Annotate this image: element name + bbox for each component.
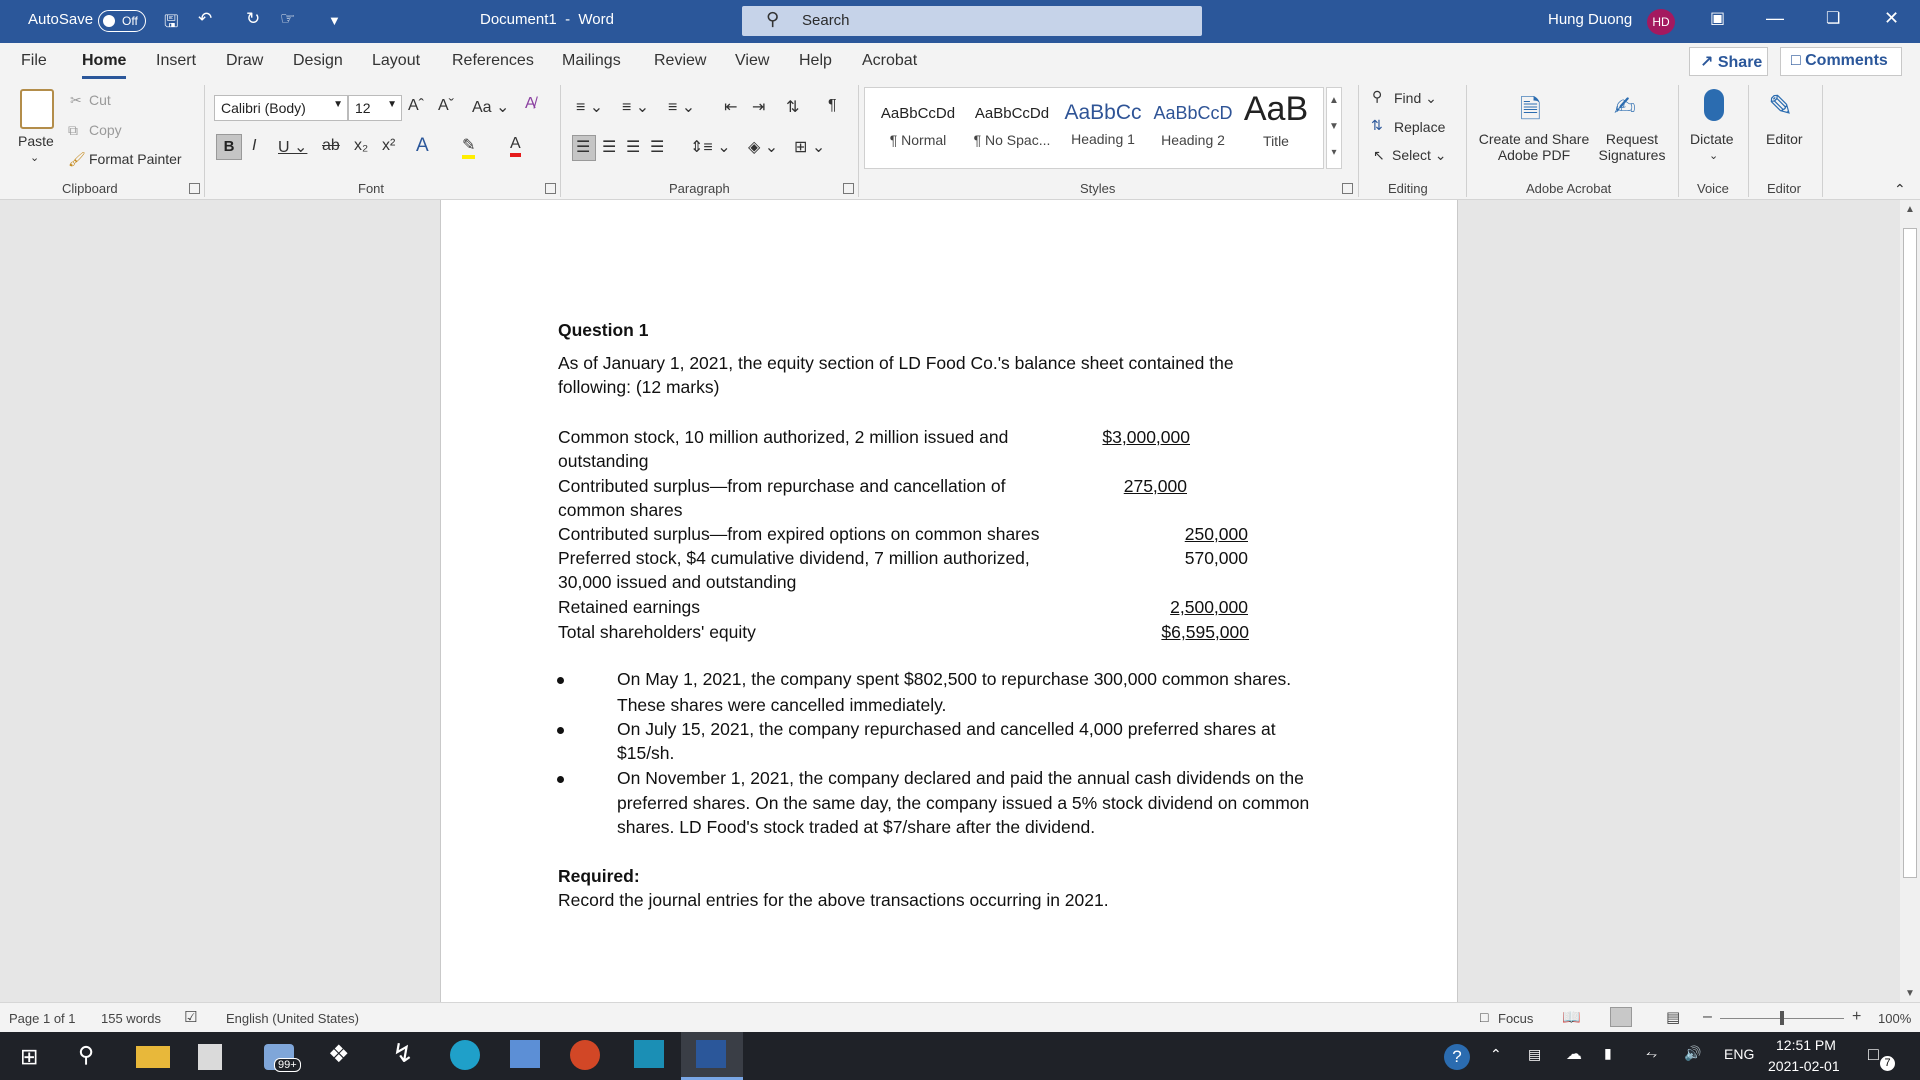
font-launcher-icon[interactable] bbox=[545, 183, 556, 194]
font-family-select[interactable]: Calibri (Body) ▼ bbox=[214, 95, 348, 121]
select-button[interactable]: Select ⌄ bbox=[1392, 147, 1447, 163]
document-title: Document1 - Word bbox=[480, 11, 614, 28]
bullet-marker bbox=[557, 677, 564, 684]
voice-group-label: Voice bbox=[1697, 181, 1729, 196]
bullet-text: preferred shares. On the same day, the company issued a 5% stock dividend on common bbox=[617, 793, 1310, 813]
text-effects-icon[interactable]: A bbox=[416, 135, 429, 156]
copy-icon[interactable]: ⧉ bbox=[68, 122, 78, 138]
scroll-thumb[interactable] bbox=[1903, 228, 1917, 878]
input-language[interactable]: ENG bbox=[1724, 1046, 1755, 1062]
search-icon: ⚲ bbox=[766, 9, 780, 29]
notification-count: 7 bbox=[1880, 1056, 1895, 1071]
tab-file[interactable]: File bbox=[21, 52, 47, 69]
zoom-slider-thumb[interactable] bbox=[1780, 1011, 1784, 1025]
acrobat-group-label: Adobe Acrobat bbox=[1526, 181, 1612, 196]
search-placeholder: Search bbox=[802, 12, 850, 29]
styles-group-label: Styles bbox=[1080, 181, 1116, 196]
show-formatting-icon[interactable]: ¶ bbox=[828, 97, 837, 114]
borders-icon[interactable]: ⊞ ⌄ bbox=[794, 139, 826, 156]
search-icon[interactable]: ⚲ bbox=[78, 1042, 95, 1067]
paragraph-group-label: Paragraph bbox=[669, 181, 730, 196]
search-box[interactable] bbox=[742, 6, 1202, 36]
close-icon[interactable]: ✕ bbox=[1884, 8, 1900, 28]
bullet-text: On May 1, 2021, the company spent $802,500 to repurchase 300,000 common shares. bbox=[617, 669, 1292, 689]
justify-icon[interactable]: ☰ bbox=[650, 139, 665, 156]
equity-row-amount: 275,000 bbox=[1123, 476, 1187, 496]
undo-icon[interactable]: ↶ bbox=[198, 9, 213, 28]
customize-qat-icon[interactable]: ▼ bbox=[328, 13, 341, 28]
subscript-button[interactable]: x₂ bbox=[354, 137, 369, 154]
bullet-marker bbox=[557, 776, 564, 783]
clock-time[interactable]: 12:51 PM bbox=[1776, 1037, 1836, 1053]
tab-view[interactable]: View bbox=[735, 52, 770, 69]
taskbar bbox=[0, 1032, 1920, 1080]
windows-start-icon[interactable]: ⊞ bbox=[20, 1044, 39, 1069]
italic-button[interactable]: I bbox=[252, 137, 257, 154]
align-left-icon: ☰ bbox=[576, 139, 591, 156]
bullet-text: On July 15, 2021, the company repurchased and cancelled 4,000 preferred shares at bbox=[617, 719, 1276, 739]
change-case-button[interactable]: Aa ⌄ bbox=[472, 99, 510, 116]
dictate-chevron-icon[interactable]: ⌄ bbox=[1709, 150, 1719, 162]
find-icon[interactable]: ⚲ bbox=[1372, 88, 1383, 104]
equity-row-amount: $3,000,000 bbox=[1102, 427, 1190, 447]
style-normal[interactable]: AaBbCcDd ¶ Normal bbox=[880, 105, 956, 148]
styles-launcher-icon[interactable] bbox=[1342, 183, 1353, 194]
word-count[interactable]: 155 words bbox=[101, 1011, 161, 1026]
web-layout-icon[interactable]: ▤ bbox=[1666, 1009, 1681, 1026]
photos-icon[interactable] bbox=[510, 1040, 540, 1068]
notifications-icon[interactable]: □ bbox=[1868, 1044, 1879, 1064]
proofing-icon[interactable]: ☑ bbox=[184, 1009, 198, 1026]
align-right-icon[interactable]: ☰ bbox=[626, 139, 641, 156]
font-color-icon[interactable]: A bbox=[510, 135, 521, 157]
minimize-icon[interactable]: — bbox=[1766, 8, 1784, 28]
comment-icon: □ bbox=[1791, 52, 1801, 69]
shrink-font-icon[interactable]: Aˇ bbox=[438, 97, 454, 114]
highlight-icon[interactable]: ✎ bbox=[462, 135, 475, 159]
collapse-ribbon-icon[interactable]: ⌃ bbox=[1894, 181, 1906, 197]
editor-icon[interactable]: ✎ bbox=[1768, 90, 1794, 123]
style-heading-1[interactable]: AaBbCc Heading 1 bbox=[1064, 101, 1142, 147]
help-icon[interactable]: ? bbox=[1444, 1044, 1470, 1070]
sort-icon[interactable]: ⇅ bbox=[786, 99, 800, 116]
font-group-label: Font bbox=[358, 181, 385, 196]
onedrive-icon[interactable]: ☁ bbox=[1566, 1046, 1582, 1063]
equity-row-amount: 250,000 bbox=[1184, 524, 1248, 544]
zoom-in-icon[interactable]: + bbox=[1852, 1008, 1862, 1025]
equity-row-label: Preferred stock, $4 cumulative dividend, 7 million authorized, bbox=[558, 548, 1030, 568]
save-icon[interactable]: 🖫 bbox=[164, 12, 179, 31]
editing-group-label: Editing bbox=[1388, 181, 1428, 196]
clipboard-launcher-icon[interactable] bbox=[189, 183, 200, 194]
zoom-level[interactable]: 100% bbox=[1878, 1011, 1912, 1026]
bullet-text: These shares were cancelled immediately. bbox=[617, 695, 947, 715]
select-icon[interactable]: ↖ bbox=[1373, 147, 1385, 163]
font-size-select[interactable]: 12 ▼ bbox=[348, 95, 402, 121]
bullet-text: On November 1, 2021, the company declared and paid the annual cash dividends on the bbox=[617, 768, 1304, 788]
scroll-down-icon[interactable]: ▼ bbox=[1905, 988, 1915, 999]
calculator-app-icon[interactable] bbox=[634, 1040, 664, 1068]
battery-icon[interactable]: ▮ bbox=[1604, 1045, 1612, 1061]
restore-icon[interactable]: ❏ bbox=[1826, 10, 1841, 27]
ribbon-tabs bbox=[0, 43, 1920, 79]
file-explorer-icon[interactable] bbox=[136, 1046, 170, 1068]
print-layout-icon[interactable] bbox=[1610, 1007, 1632, 1027]
share-label: Share bbox=[1717, 54, 1763, 71]
status-bar bbox=[0, 1002, 1920, 1032]
clipboard-group-label: Clipboard bbox=[62, 181, 118, 196]
equity-row-label: common shares bbox=[558, 500, 683, 520]
equity-row-label: outstanding bbox=[558, 451, 649, 471]
equity-total-amount: $6,595,000 bbox=[1161, 622, 1249, 642]
tab-references[interactable]: References bbox=[452, 52, 534, 69]
style-heading-2[interactable]: AaBbCcD Heading 2 bbox=[1153, 103, 1233, 148]
font-family-value: Calibri (Body) bbox=[221, 100, 306, 116]
tab-review[interactable]: Review bbox=[654, 52, 707, 69]
title-bar bbox=[0, 0, 1920, 43]
equity-row-label: Contributed surplus—from repurchase and cancellation of bbox=[558, 476, 1006, 496]
required-text: Record the journal entries for the above transactions occurring in 2021. bbox=[558, 890, 1109, 910]
zoom-out-icon[interactable]: – bbox=[1703, 1008, 1712, 1025]
ribbon-display-icon[interactable]: ▣ bbox=[1710, 10, 1726, 27]
meet-now-icon[interactable]: ▤ bbox=[1528, 1046, 1542, 1062]
vertical-scrollbar[interactable] bbox=[1900, 200, 1920, 1010]
tab-help[interactable]: Help bbox=[799, 52, 832, 69]
editor-button[interactable]: Editor bbox=[1766, 131, 1803, 147]
equity-row-amount: 570,000 bbox=[1184, 548, 1248, 568]
autosave-state: Off bbox=[122, 14, 138, 28]
read-mode-icon[interactable]: 📖 bbox=[1562, 1009, 1581, 1026]
paste-label[interactable]: Paste bbox=[18, 133, 54, 149]
wifi-icon[interactable]: ⥊ bbox=[1646, 1045, 1658, 1061]
style-no-spacing[interactable]: AaBbCcDd ¶ No Spac... bbox=[973, 105, 1051, 148]
style-title[interactable]: AaB Title bbox=[1243, 90, 1309, 149]
autosave-toggle[interactable] bbox=[98, 10, 146, 32]
font-size-value: 12 bbox=[355, 100, 371, 116]
dictate-icon[interactable] bbox=[1704, 89, 1724, 121]
line-spacing-icon[interactable]: ⇕≡ ⌄ bbox=[690, 139, 731, 156]
ribbon bbox=[0, 79, 1920, 200]
share-icon: ↗ bbox=[1700, 54, 1714, 71]
touch-mode-icon[interactable]: ☞ bbox=[280, 9, 296, 28]
cut-label[interactable]: Cut bbox=[89, 92, 111, 108]
word-icon[interactable] bbox=[696, 1040, 726, 1068]
scroll-up-icon[interactable]: ▲ bbox=[1905, 204, 1915, 215]
tab-layout[interactable]: Layout bbox=[372, 52, 421, 69]
bullet-text: $15/sh. bbox=[617, 743, 675, 763]
create-pdf-icon[interactable]: 🗎 bbox=[1520, 94, 1541, 124]
format-painter-label[interactable]: Format Painter bbox=[89, 151, 182, 167]
equity-row-label: Contributed surplus—from expired options on common shares bbox=[558, 524, 1040, 544]
dropbox-icon[interactable]: ❖ bbox=[328, 1041, 350, 1068]
question-heading: Question 1 bbox=[558, 320, 649, 340]
decrease-indent-icon[interactable]: ⇤ bbox=[724, 99, 738, 116]
equity-row-label: Common stock, 10 million authorized, 2 million issued and bbox=[558, 427, 1009, 447]
paste-icon[interactable] bbox=[20, 89, 54, 129]
focus-icon[interactable]: □ bbox=[1480, 1009, 1489, 1025]
shading-icon[interactable]: ◈ ⌄ bbox=[748, 139, 779, 156]
bold-button[interactable]: B bbox=[216, 134, 242, 160]
intro-line-1: As of January 1, 2021, the equity section of LD Food Co.'s balance sheet contained the bbox=[558, 353, 1234, 373]
required-label: Required: bbox=[558, 866, 640, 886]
create-share-pdf-button[interactable]: Create and Share Adobe PDF bbox=[1478, 131, 1590, 163]
equity-row-label: Retained earnings bbox=[558, 597, 701, 617]
superscript-button[interactable]: x² bbox=[382, 137, 396, 154]
align-center-icon[interactable]: ☰ bbox=[602, 139, 617, 156]
styles-scroll[interactable]: ▲ ▼ ▾ bbox=[1326, 87, 1342, 169]
language[interactable]: English (United States) bbox=[226, 1011, 359, 1026]
paragraph-launcher-icon[interactable] bbox=[843, 183, 854, 194]
equity-row-label: 30,000 issued and outstanding bbox=[558, 572, 797, 592]
equity-row-amount: 2,500,000 bbox=[1170, 597, 1248, 617]
comments-label: Comments bbox=[1805, 52, 1888, 69]
find-button[interactable]: Find ⌄ bbox=[1394, 90, 1437, 106]
show-hidden-icons[interactable]: ⌃ bbox=[1490, 1046, 1502, 1062]
focus-button[interactable]: Focus bbox=[1498, 1011, 1534, 1026]
user-name[interactable]: Hung Duong bbox=[1548, 11, 1633, 28]
dictate-button[interactable]: Dictate bbox=[1690, 131, 1734, 147]
grow-font-icon[interactable]: Aˆ bbox=[408, 97, 424, 114]
replace-icon[interactable]: ⇅ bbox=[1371, 117, 1383, 133]
replace-button[interactable]: Replace bbox=[1394, 119, 1446, 135]
request-signatures-icon[interactable]: ✍ bbox=[1614, 91, 1636, 121]
cut-icon[interactable]: ✂ bbox=[70, 92, 82, 108]
underline-button[interactable]: U ⌄ bbox=[278, 139, 308, 156]
page-count[interactable]: Page 1 of 1 bbox=[9, 1011, 76, 1026]
tab-home[interactable]: Home bbox=[82, 52, 127, 69]
strikethrough-button[interactable]: ab bbox=[322, 137, 340, 154]
tab-acrobat[interactable]: Acrobat bbox=[862, 52, 918, 69]
app-bolt-icon[interactable]: ↯ bbox=[392, 1038, 414, 1068]
comments-button[interactable] bbox=[1780, 47, 1902, 76]
avatar[interactable]: HD bbox=[1647, 9, 1675, 35]
clear-formatting-icon[interactable]: A̸ bbox=[525, 95, 536, 112]
tab-draw[interactable]: Draw bbox=[226, 52, 264, 69]
paste-chevron-icon[interactable]: ⌄ bbox=[30, 152, 40, 164]
bullets-icon[interactable]: ≡ ⌄ bbox=[576, 99, 604, 116]
numbering-icon[interactable]: ≡ ⌄ bbox=[622, 99, 650, 116]
mail-badge: 99+ bbox=[274, 1058, 301, 1072]
intro-line-2: following: (12 marks) bbox=[558, 377, 720, 397]
copy-label[interactable]: Copy bbox=[89, 122, 122, 138]
bullet-marker bbox=[557, 727, 564, 734]
tab-design[interactable]: Design bbox=[293, 52, 343, 69]
request-signatures-button[interactable]: Request Signatures bbox=[1598, 131, 1666, 163]
redo-icon[interactable]: ↻ bbox=[246, 9, 261, 28]
editor-group-label: Editor bbox=[1767, 181, 1801, 196]
autosave-label: AutoSave bbox=[28, 11, 94, 28]
bullet-text: shares. LD Food's stock traded at $7/share after the dividend. bbox=[617, 817, 1096, 837]
format-painter-icon[interactable]: 🖌 bbox=[68, 151, 86, 167]
multilevel-list-icon[interactable]: ≡ ⌄ bbox=[668, 99, 696, 116]
store-icon[interactable] bbox=[198, 1044, 222, 1070]
increase-indent-icon[interactable]: ⇥ bbox=[752, 99, 766, 116]
tab-mailings[interactable]: Mailings bbox=[562, 52, 621, 69]
equity-row-label: Total shareholders' equity bbox=[558, 622, 756, 642]
volume-icon[interactable]: 🔊 bbox=[1684, 1045, 1702, 1061]
tab-insert[interactable]: Insert bbox=[156, 52, 197, 69]
edge-icon[interactable] bbox=[450, 1040, 480, 1070]
share-button[interactable] bbox=[1689, 47, 1768, 76]
clock-date[interactable]: 2021-02-01 bbox=[1768, 1058, 1840, 1074]
powerpoint-icon[interactable] bbox=[570, 1040, 600, 1070]
